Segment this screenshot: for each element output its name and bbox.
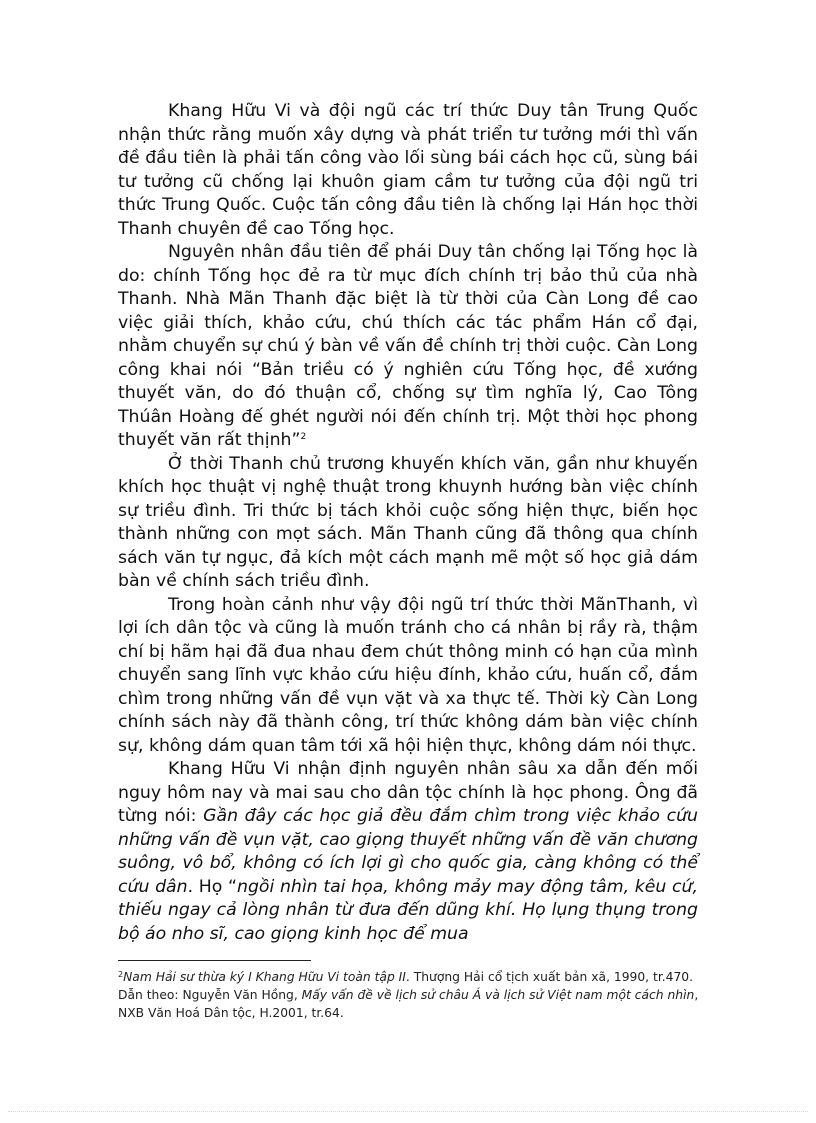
- paragraph-1: [118, 100, 698, 241]
- paragraph-3: [118, 453, 698, 594]
- footnote-separator: [118, 960, 311, 961]
- footnote-cited-title: Mấy vấn đề về lịch sử châu Á và lịch sử Việt nam một cách nhìn: [301, 988, 695, 1002]
- footnote: [118, 968, 703, 1022]
- text-run: Khang Hữu Vi và đội ngũ các trí thức Duy tân Trung Quốc nhận thức rằng muốn xây dựng và phát triển tư tưởng mới thì vấn đề đầu tiên là phải tấn công vào lối sùng bái cách học cũ, sùng bái tư tưởng cũ chống lại khuôn giam cầm tư tưởng của đội ngũ tri thức Trung Quốc. Cuộc tấn công đầu tiên là chống lại Hán học thời Thanh chuyên đề cao Tống học.: [118, 101, 698, 239]
- paragraph-4: [118, 594, 698, 759]
- footnote-source-title: Nam Hải sư thừa ký I Khang Hữu Vi toàn tập II: [123, 970, 406, 984]
- footnote-text: . Thượng Hải cổ tịch xuất bản xã, 1990, tr.470. Dẫn theo: Nguyễn Văn Hồng,: [118, 970, 694, 1002]
- footnote-text: , NXB Văn Hoá Dân tộc, H.2001, tr.64.: [118, 988, 699, 1020]
- text-run: Nguyên nhân đầu tiên để phái Duy tân chống lại Tống học là do: chính Tống học đẻ ra từ mục đích chính trị bảo thủ của nhà Thanh. Nhà Mãn Thanh đặc biệt là từ thời của Càn Long đề cao việc giải thích, khảo cứu, chú thích các tác phẩm Hán cổ đại, nhằm chuyển sự chú ý bàn về vấn đề chính trị thời cuộc. Càn Long công khai nói “Bản triều có ý nghiên cứu Tống học, đề xướng thuyết văn, do đó thuận cổ, chống sự tìm nghĩa lý, Cao Tông Thúân Hoàng đế ghét người nói đến chính trị. Một thời học phong thuyết văn rất thịnh”: [118, 242, 698, 450]
- footnote-number: 2: [118, 970, 124, 979]
- body-text: [118, 100, 698, 946]
- page-bottom-border: [8, 1111, 808, 1112]
- italic-quote: Gần đây các học giả đều đắm chìm trong việc khảo cứu những vấn đề vụn vặt, cao giọng thuyết những vấn đề văn chương suông, vô bổ, không có ích lợi gì cho quốc gia, càng không có thể cứu dân: [118, 806, 698, 897]
- italic-quote: ngồi nhìn tai họa, không mảy may động tâm, kêu cứ, thiếu ngay cả lòng nhân từ đưa đến dũng khí. Họ lụng thụng trong bộ áo nho sĩ, cao giọng kinh học để mua: [118, 876, 698, 944]
- text-run: . Họ “: [187, 876, 237, 897]
- footnote-reference[interactable]: 2: [300, 432, 307, 442]
- paragraph-2: [118, 241, 698, 453]
- text-run: Ở thời Thanh chủ trương khuyến khích văn, gần như khuyến khích học thuật vị nghệ thuật trong khuynh hướng bàn việc chính sự triều đình. Tri thức bị tách khỏi cuộc sống hiện thực, biến học thành những con mọt sách. Mãn Thanh cũng đã thông qua chính sách văn tự ngục, đả kích một cách mạnh mẽ một số học giả dám bàn về chính sách triều đình.: [118, 453, 698, 591]
- paragraph-5: [118, 758, 698, 946]
- text-run: Khang Hữu Vi nhận định nguyên nhân sâu xa dẫn đến mối nguy hôm nay và mai sau cho dân tộc chính là học phong. Ông đã từng nói:: [118, 759, 698, 826]
- text-run: Trong hoàn cảnh như vậy đội ngũ trí thức thời MãnThanh, vì lợi ích dân tộc và cũng là muốn tránh cho cá nhân bị rầy rà, thậm chí bị hãm hại đã đua nhau đem chút thông minh có hạn của mình chuyển sang lĩnh vực khảo cứu hiệu đính, khảo cứu, huấn cổ, đắm chìm trong những vấn đề vụn vặt và xa thực tế. Thời kỳ Càn Long chính sách này đã thành công, trí thức không dám bàn việc chính sự, không dám quan tâm tới xã hội hiện thực, không dám nói thực.: [118, 594, 698, 756]
